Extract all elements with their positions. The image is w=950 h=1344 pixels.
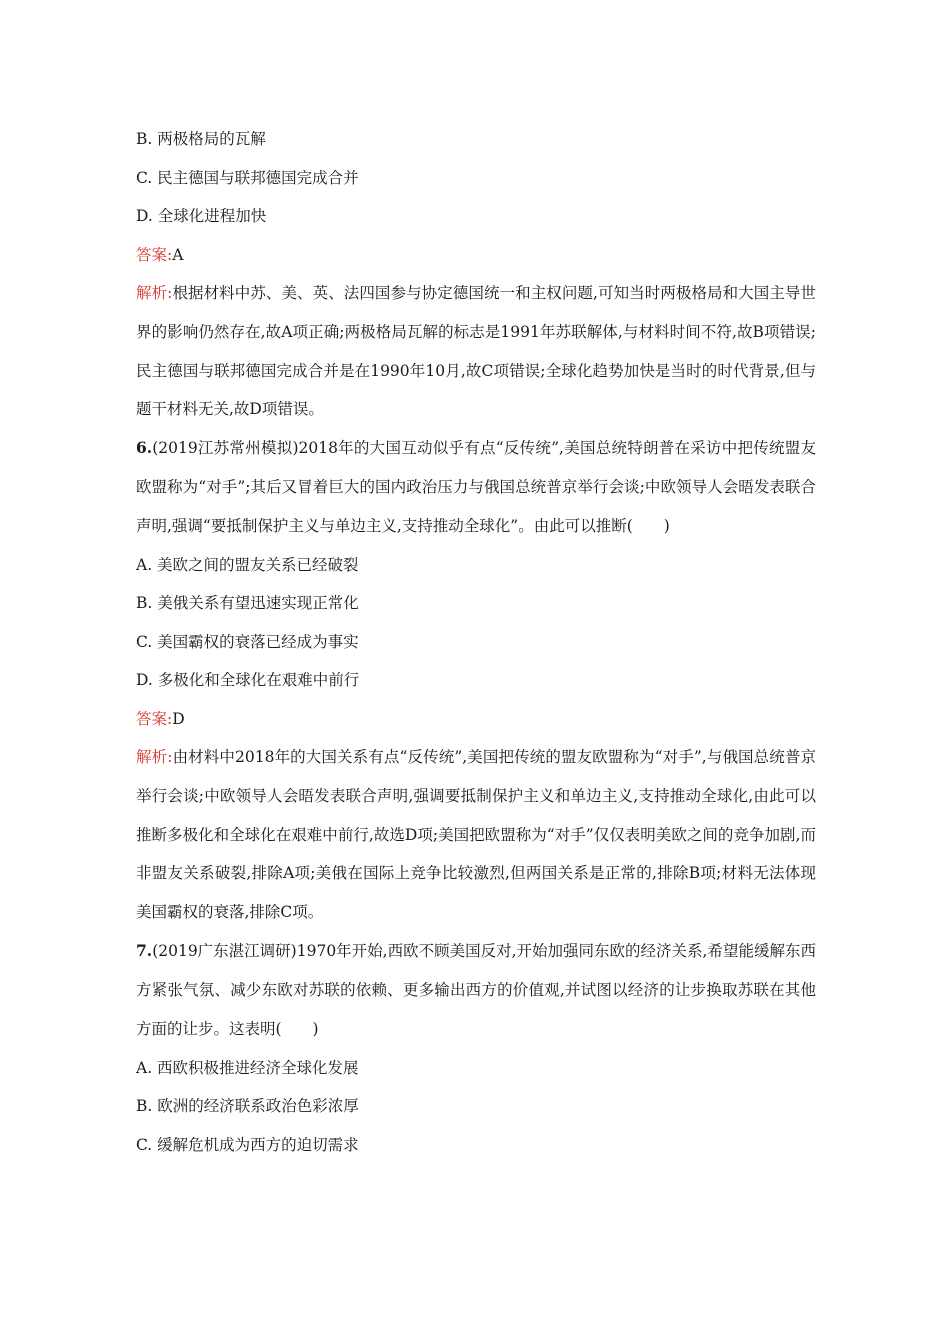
answer-label: 答案: [136,709,173,728]
q6-analysis [136,738,816,932]
prev-answer [136,236,816,275]
question-text: (2019广东湛江调研)1970年开始,西欧不顾美国反对,开始加强同东欧的经济关系,希望能缓解东西方紧张气氛、减少东欧对苏联的依赖、更多输出西方的价值观,并试图以经济的让步换取苏联在其他方面的让步。这表明( ) [136,942,816,1038]
question-7-stem [136,932,816,1048]
question-6-stem [136,429,816,545]
analysis-label: 解析: [136,284,173,302]
analysis-text: 根据材料中苏、美、英、法四国参与协定德国统一和主权问题,可知当时两极格局和大国主导世界的影响仍然存在,故A项正确;两极格局瓦解的标志是1991年苏联解体,与材料时间不符,故B项错误;民主德国与联邦德国完成合并是在1990年10月,故C项错误;全球化趋势加快是当时的时代背景,但与题干材料无关,故D项错误。 [136,284,816,419]
answer-value: A [172,245,184,264]
analysis-label: 解析: [136,748,173,767]
q6-option-a: A. 美欧之间的盟友关系已经破裂 [136,555,359,574]
analysis-text: 由材料中2018年的大国关系有点“反传统”,美国把传统的盟友欧盟称为“对手”,与俄国总统普京举行会谈;中欧领导人会晤发表联合声明,强调要抵制保护主义和单边主义,支持推动全球化,由此可以推断多极化和全球化在艰难中前行,故选D项;美国把欧盟称为“对手”仅仅表明美欧之间的竞争加剧,而非盟友关系破裂,排除A项;美俄在国际上竞争比较激烈,但两国关系是正常的,排除B项;材料无法体现美国霸权的衰落,排除C项。 [136,748,816,922]
q7-option-c: C. 缓解危机成为西方的迫切需求 [136,1135,359,1154]
q6-option-c: C. 美国霸权的衰落已经成为事实 [136,632,359,651]
prev-option-b: B. 两极格局的瓦解 [136,130,266,149]
answer-label: 答案: [136,245,173,264]
q6-option-d: D. 多极化和全球化在艰难中前行 [136,671,360,690]
q7-option-b: B. 欧洲的经济联系政治色彩浓厚 [136,1097,359,1116]
question-text: (2019江苏常州模拟)2018年的大国互动似乎有点“反传统”,美国总统特朗普在采访中把传统盟友欧盟称为“对手”;其后又冒着巨大的国内政治压力与俄国总统普京举行会谈;中欧领导人会晤发表联合声明,强调“要抵制保护主义与单边主义,支持推动全球化”。由此可以推断( ) [136,439,816,535]
answer-value: D [172,709,185,728]
question-number: 7. [136,941,153,961]
question-number: 6. [136,438,153,458]
q6-option-b: B. 美俄关系有望迅速实现正常化 [136,594,359,613]
prev-option-c: C. 民主德国与联邦德国完成合并 [136,168,359,187]
q6-answer [136,700,816,739]
prev-analysis [136,274,816,429]
prev-option-d: D. 全球化进程加快 [136,207,267,226]
q7-option-a: A. 西欧积极推进经济全球化发展 [136,1058,359,1077]
document-page [136,120,816,1164]
